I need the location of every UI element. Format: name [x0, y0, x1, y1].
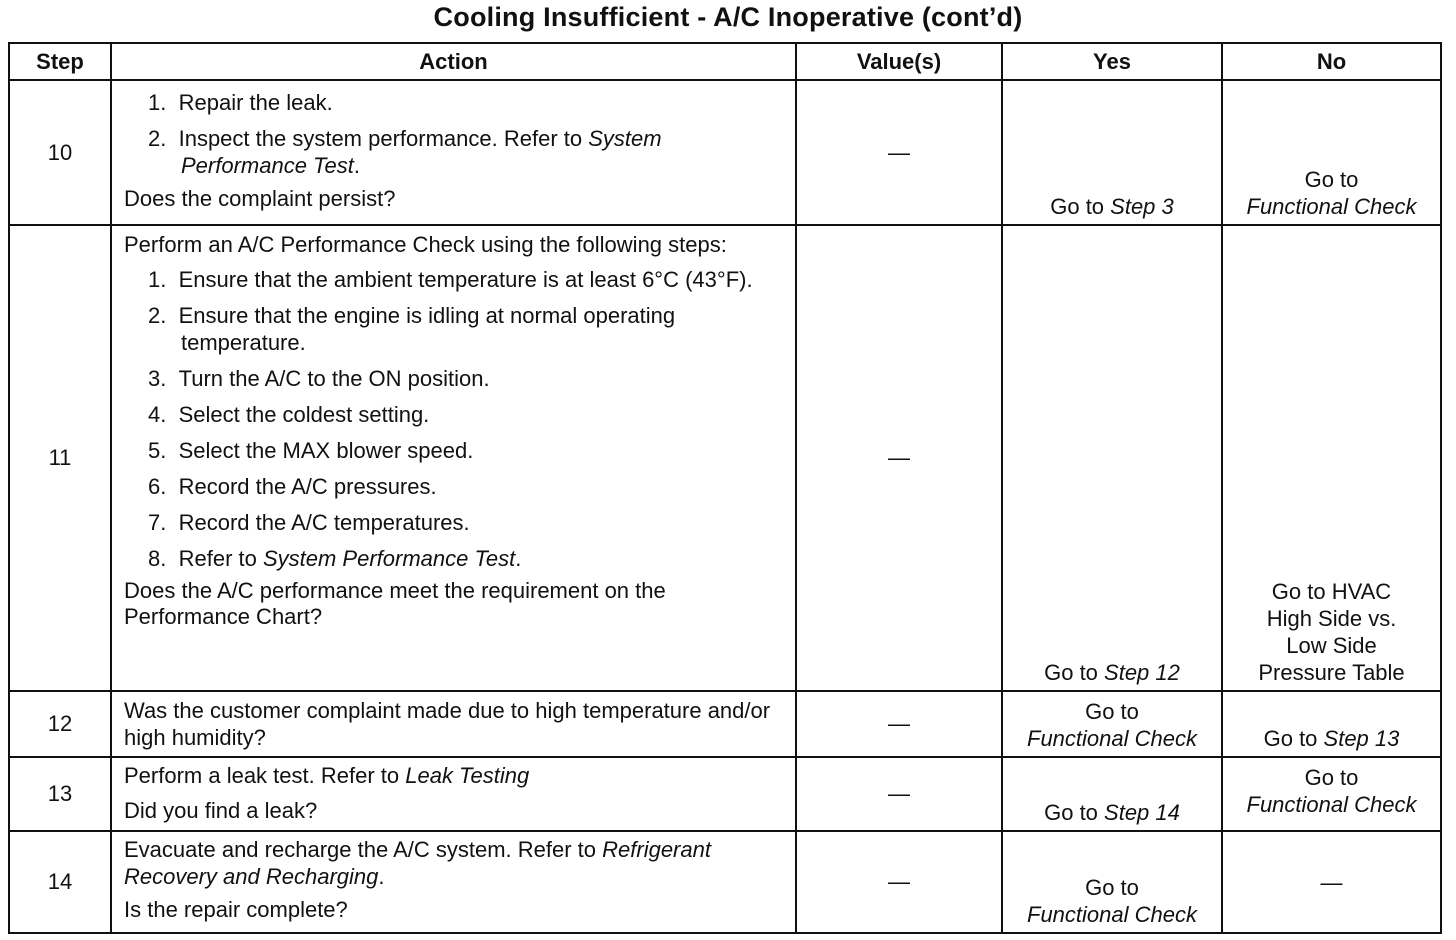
question: Does the complaint persist? [124, 186, 396, 211]
question: Does the A/C performance meet the requirement on the Performance Chart? [124, 578, 666, 629]
pressure-table-link[interactable]: Go to HVAC High Side vs. Low Side Pressure Table [1258, 579, 1405, 685]
action-cell: Evacuate and recharge the A/C system. Refer to Refrigerant Recovery and Recharging. Is the repair complete? [111, 831, 796, 933]
table-row-step-10 [9, 80, 1441, 225]
value-cell: — [796, 80, 1002, 225]
action-cell [111, 225, 796, 691]
list-item: 1. Repair the leak. [148, 90, 333, 115]
reference-link[interactable]: System Performance Test [181, 126, 662, 178]
header-yes: Yes [1002, 43, 1222, 80]
action-cell [111, 691, 796, 757]
step-number: 10 [9, 80, 111, 225]
table-row-step-14 [9, 831, 1441, 933]
list-item: 2. Ensure that the engine is idling at normal operating temperature. [148, 303, 676, 355]
no-cell: Go to Step 13 [1222, 691, 1441, 757]
header-no: No [1222, 43, 1441, 80]
yes-cell: Go to Functional Check [1002, 691, 1222, 757]
step-number: 13 [9, 757, 111, 831]
header-value: Value(s) [796, 43, 1002, 80]
table-row-step-13 [9, 757, 1441, 831]
yes-cell: Go to Step 14 [1002, 757, 1222, 831]
value-cell: — [796, 757, 1002, 831]
table-row-step-12 [9, 691, 1441, 757]
list-item: 6. Record the A/C pressures. [148, 474, 437, 499]
yes-cell: Go to Step 12 [1002, 225, 1222, 691]
question: Is the repair complete? [124, 897, 348, 922]
functional-check-link[interactable]: Functional Check [1246, 792, 1417, 817]
list-item: 2. Inspect the system performance. Refer to System Performance Test. [148, 126, 662, 178]
no-cell: Go to Functional Check [1222, 80, 1441, 225]
list-item: 3. Turn the A/C to the ON position. [148, 366, 490, 391]
no-cell [1222, 225, 1441, 691]
question: Did you find a leak? [124, 798, 318, 823]
list-item: 7. Record the A/C temperatures. [148, 510, 470, 535]
reference-link[interactable]: Refrigerant Recovery and Recharging [124, 837, 711, 889]
step-number: 12 [9, 691, 111, 757]
header-action: Action [111, 43, 796, 80]
yes-cell: Go to Functional Check [1002, 831, 1222, 933]
no-cell: — [1222, 831, 1441, 933]
value-cell: — [796, 831, 1002, 933]
goto-step-14-link[interactable]: Step 14 [1104, 800, 1180, 825]
page-title: Cooling Insufficient - A/C Inoperative (cont’d) [433, 2, 1023, 32]
reference-link[interactable]: System Performance Test [262, 546, 516, 571]
table-row-step-11 [9, 225, 1441, 691]
goto-step-13-link[interactable]: Step 13 [1323, 726, 1400, 751]
header-row [9, 43, 1441, 80]
list-item: 4. Select the coldest setting. [148, 402, 430, 427]
goto-step-3-link[interactable]: Step 3 [1110, 194, 1174, 219]
value-cell: — [796, 691, 1002, 757]
functional-check-link[interactable]: Functional Check [1027, 902, 1197, 927]
list-item: 1. Ensure that the ambient temperature is at least 6°C (43°F). [148, 267, 753, 292]
list-item: 5. Select the MAX blower speed. [148, 438, 474, 463]
yes-cell: Go to Step 3 [1002, 80, 1222, 225]
step-number: 11 [9, 225, 111, 691]
functional-check-link[interactable]: Functional Check [1027, 726, 1197, 751]
step-number: 14 [9, 831, 111, 933]
intro-text: Perform an A/C Performance Check using the following steps: [124, 232, 727, 257]
functional-check-link[interactable]: Functional Check [1246, 194, 1417, 219]
action-cell: Perform a leak test. Refer to Leak Testing Did you find a leak? [111, 757, 796, 831]
value-cell: — [796, 225, 1002, 691]
question: Was the customer complaint made due to high temperature and/or high humidity? [124, 698, 771, 750]
list-item: 8. Refer to System Performance Test. [148, 546, 522, 571]
diagnostic-table [8, 42, 1442, 934]
no-cell: Go to Functional Check [1222, 757, 1441, 831]
header-step: Step [9, 43, 111, 80]
action-cell [111, 80, 796, 225]
goto-step-12-link[interactable]: Step 12 [1104, 660, 1180, 685]
reference-link[interactable]: Leak Testing [405, 763, 530, 788]
